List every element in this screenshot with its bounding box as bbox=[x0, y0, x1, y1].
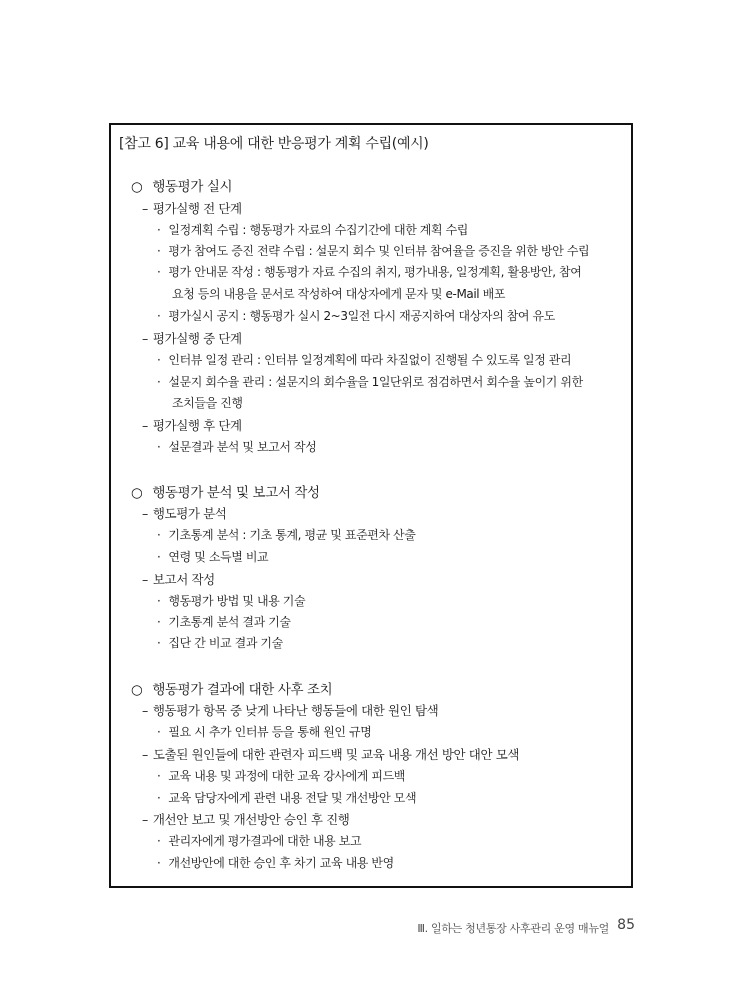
dash-bullet-icon: – bbox=[142, 418, 148, 433]
dash-bullet-icon: – bbox=[142, 201, 148, 216]
list-item: · 교육 내용 및 과정에 대한 교육 강사에게 피드백 bbox=[157, 769, 405, 783]
dot-bullet-icon: · bbox=[157, 528, 161, 542]
group-label: – 도출된 원인들에 대한 관련자 피드백 및 교육 내용 개선 방안 대안 모색 bbox=[142, 747, 520, 762]
dot-bullet-icon: · bbox=[157, 550, 161, 564]
dot-bullet-icon: · bbox=[157, 375, 161, 389]
page-number: 85 bbox=[617, 917, 635, 933]
dash-bullet-icon: – bbox=[142, 506, 148, 521]
dot-bullet-icon: · bbox=[157, 769, 161, 783]
dash-bullet-icon: – bbox=[142, 812, 148, 827]
section-heading: ○ 행동평가 실시 bbox=[131, 179, 233, 195]
dot-bullet-icon: · bbox=[157, 440, 161, 454]
list-item: · 평가 안내문 작성 : 행동평가 자료 수집의 취지, 평가내용, 일정계획, 활용방안, 참여 bbox=[157, 265, 582, 279]
dot-bullet-icon: · bbox=[157, 615, 161, 629]
dot-bullet-icon: · bbox=[157, 309, 161, 323]
group-label: – 평가실행 후 단계 bbox=[142, 418, 242, 433]
group-label: – 행동평가 항목 중 낮게 나타난 행동들에 대한 원인 탐색 bbox=[142, 703, 439, 718]
circle-bullet-icon: ○ bbox=[131, 682, 143, 698]
list-item: · 일정계획 수립 : 행동평가 자료의 수집기간에 대한 계획 수립 bbox=[157, 223, 468, 237]
dot-bullet-icon: · bbox=[157, 353, 161, 367]
list-item: · 설문지 회수율 관리 : 설문지의 회수율을 1일단위로 점검하면서 회수율 높이기 위한 bbox=[157, 375, 583, 389]
box-title: [참고 6] 교육 내용에 대한 반응평가 계획 수립(예시) bbox=[119, 136, 429, 152]
list-item: · 행동평가 방법 및 내용 기술 bbox=[157, 594, 306, 608]
dot-bullet-icon: · bbox=[157, 636, 161, 650]
circle-bullet-icon: ○ bbox=[131, 485, 143, 501]
dot-bullet-icon: · bbox=[157, 244, 161, 258]
list-item: · 인터뷰 일정 관리 : 인터뷰 일정계획에 따라 차질없이 진행될 수 있도록 일정 관리 bbox=[157, 353, 572, 367]
list-item-continuation: 요청 등의 내용을 문서로 작성하여 대상자에게 문자 및 e-Mail 배포 bbox=[172, 287, 506, 301]
section-heading: ○ 행동평가 분석 및 보고서 작성 bbox=[131, 485, 320, 501]
dash-bullet-icon: – bbox=[142, 572, 148, 587]
list-item: · 기초통계 분석 결과 기술 bbox=[157, 615, 291, 629]
footer-text: Ⅲ. 일하는 청년통장 사후관리 운영 매뉴얼 bbox=[417, 922, 609, 935]
list-item: · 필요 시 추가 인터뷰 등을 통해 원인 규명 bbox=[157, 725, 372, 739]
group-label: – 개선안 보고 및 개선방안 승인 후 진행 bbox=[142, 812, 350, 827]
group-label: – 평가실행 전 단계 bbox=[142, 201, 242, 216]
dot-bullet-icon: · bbox=[157, 834, 161, 848]
dot-bullet-icon: · bbox=[157, 594, 161, 608]
dash-bullet-icon: – bbox=[142, 703, 148, 718]
list-item: · 설문결과 분석 및 보고서 작성 bbox=[157, 440, 317, 454]
list-item: · 평가실시 공지 : 행동평가 실시 2~3일전 다시 재공지하여 대상자의 참여 유도 bbox=[157, 309, 555, 323]
section-heading: ○ 행동평가 결과에 대한 사후 조치 bbox=[131, 682, 333, 698]
dot-bullet-icon: · bbox=[157, 223, 161, 237]
list-item: · 개선방안에 대한 승인 후 차기 교육 내용 반영 bbox=[157, 856, 394, 870]
page-footer bbox=[417, 920, 635, 936]
dot-bullet-icon: · bbox=[157, 791, 161, 805]
group-label: – 보고서 작성 bbox=[142, 572, 215, 587]
group-label: – 평가실행 중 단계 bbox=[142, 331, 242, 346]
circle-bullet-icon: ○ bbox=[131, 179, 143, 195]
dot-bullet-icon: · bbox=[157, 856, 161, 870]
reference-box bbox=[109, 123, 633, 888]
dash-bullet-icon: – bbox=[142, 747, 148, 762]
list-item: · 집단 간 비교 결과 기술 bbox=[157, 636, 283, 650]
list-item: · 기초통계 분석 : 기초 통계, 평균 및 표준편차 산출 bbox=[157, 528, 416, 542]
dash-bullet-icon: – bbox=[142, 331, 148, 346]
list-item: · 연령 및 소득별 비교 bbox=[157, 550, 269, 564]
dot-bullet-icon: · bbox=[157, 265, 161, 279]
list-item: · 관리자에게 평가결과에 대한 내용 보고 bbox=[157, 834, 362, 848]
list-item-continuation: 조치들을 진행 bbox=[172, 396, 243, 410]
list-item: · 교육 담당자에게 관련 내용 전달 및 개선방안 모색 bbox=[157, 791, 417, 805]
group-label: – 행도평가 분석 bbox=[142, 506, 227, 521]
dot-bullet-icon: · bbox=[157, 725, 161, 739]
list-item: · 평가 참여도 증진 전략 수립 : 설문지 회수 및 인터뷰 참여율을 증진을 위한 방안 수립 bbox=[157, 244, 590, 258]
